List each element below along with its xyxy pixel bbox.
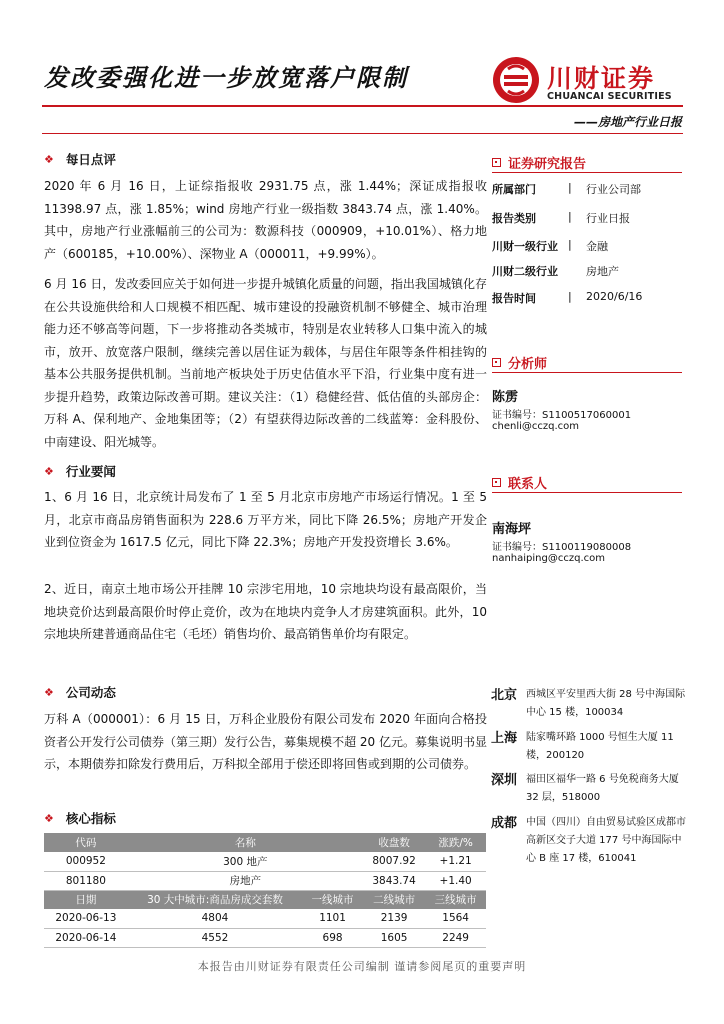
table-cell: +1.40 [425, 871, 486, 890]
section-heading: 行业要闻 [65, 464, 116, 479]
square-bullet-icon [492, 158, 501, 167]
info-key: 川财一级行业 [492, 240, 558, 253]
core-indicators-table [44, 833, 486, 948]
industry-news-paragraph-2: 2、近日，南京土地市场公开挂牌 10 宗涉宅用地，10 宗地块均设有最高限价，当地块竞价达到最高限价时停止竞价，改为在地块内竞争人才房建筑面积。此外，10 宗地块所建普通商品住宅（毛坯）销售均价、最高销售单价均有限定。 [44, 582, 487, 641]
contact-email[interactable]: nanhaiping@cczq.com [492, 553, 605, 564]
industry-news-paragraph-1: 1、6 月 16 日，北京统计局发布了 1 至 5 月北京市房地产市场运行情况。1 至 5 月，北京市商品房销售面积为 228.6 万平方米，同比下降 26.5%；房地产开发企业到位资金为 1617.5 亿元，同比下降 22.3%；房地产开发投资增长 3.6%。 [44, 490, 487, 549]
info-value: 行业公司部 [586, 183, 641, 196]
info-key: 报告时间 [492, 292, 536, 305]
section-heading: 每日点评 [65, 152, 116, 167]
info-value: 行业日报 [586, 212, 630, 225]
table-header-cell: 一线城市 [302, 890, 363, 909]
info-value: 金融 [586, 240, 608, 253]
table-row [44, 852, 486, 871]
info-row-department [492, 181, 641, 197]
section-company-news [44, 683, 116, 701]
diamond-bullet-icon: ❖ [44, 152, 54, 166]
diamond-bullet-icon: ❖ [44, 464, 54, 478]
info-row-industry-1 [492, 238, 608, 254]
analyst-rule [492, 372, 682, 373]
table-cell: 300 地产 [128, 852, 363, 871]
office-address-chengdu: 中国（四川）自由贸易试验区成都市高新区交子大道 177 号中海国际中心 B 座 17 楼，610041 [526, 817, 686, 864]
table-cell: +1.21 [425, 852, 486, 871]
logo-name-cn: 川财证券 [547, 64, 656, 93]
table-cell: 2020-06-14 [44, 928, 128, 947]
info-row-category [492, 210, 630, 226]
contact-rule [492, 492, 682, 493]
table-header-cell: 三线城市 [425, 890, 486, 909]
table-cell: 698 [302, 928, 363, 947]
office-address-shanghai: 陆家嘴环路 1000 号恒生大厦 11 楼，200120 [526, 732, 674, 761]
table-cell: 801180 [44, 871, 128, 890]
diamond-bullet-icon: ❖ [44, 811, 54, 825]
table-cell: 2249 [425, 928, 486, 947]
info-key: 报告类别 [492, 212, 536, 225]
table-header-row [44, 890, 486, 909]
section-heading: 公司动态 [65, 685, 116, 700]
table-cell: 000952 [44, 852, 128, 871]
info-row-date [492, 290, 642, 306]
diamond-bullet-icon: ❖ [44, 685, 54, 699]
info-value: 2020/6/16 [586, 290, 643, 303]
table-row [44, 871, 486, 890]
analyst-heading-text: 分析师 [508, 357, 548, 372]
report-info-heading-text: 证券研究报告 [508, 157, 587, 172]
report-info-rule [492, 172, 682, 173]
info-key: 所属部门 [492, 183, 536, 196]
section-industry-news [44, 462, 116, 480]
company-news-paragraph: 万科 A（000001）：6 月 15 日，万科企业股份有限公司发布 2020 年面向合格投资者公开发行公司债券（第三期）发行公告，募集规模不超 20 亿元。募集说明书显示，本期债券扣除发行费用后，万科拟全部用于偿还即将回售或到期的公司债券。 [44, 712, 487, 771]
table-header-cell: 名称 [128, 833, 363, 852]
office-address-beijing: 西城区平安里西大街 28 号中海国际中心 15 楼，100034 [526, 689, 686, 718]
square-bullet-icon [492, 478, 501, 487]
analyst-cert: 证书编号：S1100517060001 [492, 410, 632, 421]
info-row-industry-2 [492, 263, 619, 279]
header-rule [42, 105, 683, 107]
table-cell: 1101 [302, 909, 363, 928]
table-cell: 3843.74 [363, 871, 425, 890]
section-core-indicators [44, 809, 116, 827]
contact-cert: 证书编号：S1100119080008 [492, 542, 632, 553]
table-cell: 4552 [128, 928, 302, 947]
table-cell: 8007.92 [363, 852, 425, 871]
table-header-cell: 二线城市 [363, 890, 425, 909]
table-cell: 房地产 [128, 871, 363, 890]
report-info-heading [492, 153, 586, 172]
office-address-shenzhen: 福田区福华一路 6 号免税商务大厦 32 层，518000 [526, 774, 679, 803]
table-cell: 1605 [363, 928, 425, 947]
table-header-row [44, 833, 486, 852]
info-separator: | [568, 210, 572, 223]
logo-icon [491, 55, 541, 105]
info-value: 房地产 [586, 265, 619, 278]
contact-name: 南海坪 [492, 522, 532, 537]
info-separator: | [568, 238, 572, 251]
section-daily-comment [44, 150, 116, 168]
info-key: 川财二级行业 [492, 265, 558, 278]
contact-heading-text: 联系人 [508, 477, 548, 492]
info-separator: | [568, 181, 572, 194]
square-bullet-icon [492, 358, 501, 367]
analyst-heading [492, 353, 547, 372]
header-rule-bottom [42, 133, 683, 134]
table-header-cell: 涨跌/% [425, 833, 486, 852]
analyst-name: 陈雳 [492, 390, 519, 405]
table-cell: 2139 [363, 909, 425, 928]
table-header-cell: 30 大中城市:商品房成交套数 [128, 890, 302, 909]
table-cell: 4804 [128, 909, 302, 928]
page-footer: 本报告由川财证券有限责任公司编制 谨请参阅尾页的重要声明 [197, 960, 527, 973]
contact-heading [492, 473, 547, 492]
section-heading: 核心指标 [65, 811, 116, 826]
analyst-email[interactable]: chenli@cczq.com [492, 421, 580, 432]
office-city-shanghai: 上海 [491, 731, 518, 746]
logo-name-en: CHUANCAI SECURITIES [547, 91, 672, 102]
company-logo [491, 55, 691, 107]
table-row [44, 928, 486, 947]
report-subtitle: ——房地产行业日报 [573, 115, 682, 129]
info-separator: | [568, 290, 572, 303]
table-cell: 1564 [425, 909, 486, 928]
daily-comment-paragraph-1: 2020 年 6 月 16 日，上证综指报收 2931.75 点，涨 1.44%；深证成指报收 11398.97 点，涨 1.85%；wind 房地产行业一级指数 3843.74 点，涨 1.40%。其中，房地产行业涨幅前三的公司为：数源科技（000909，+10.01%）、格力地产（600185，+10.00%）、深物业 A（000011，+9.99%）。 [44, 179, 487, 261]
table-header-cell: 日期 [44, 890, 128, 909]
table-header-cell: 代码 [44, 833, 128, 852]
office-city-shenzhen: 深圳 [491, 773, 518, 788]
office-city-chengdu: 成都 [491, 816, 518, 831]
table-cell: 2020-06-13 [44, 909, 128, 928]
page-title: 发改委强化进一步放宽落户限制 [44, 63, 408, 92]
table-header-cell: 收盘数 [363, 833, 425, 852]
office-city-beijing: 北京 [491, 688, 518, 703]
table-row [44, 909, 486, 928]
daily-comment-paragraph-2: 6 月 16 日，发改委回应关于如何进一步提升城镇化质量的问题，指出我国城镇化存在公共设施供给和人口规模不相匹配、城市建设的投融资机制不够健全、城市治理能力还不够高等问题，下一步将推动各类城市，特别是农业转移人口集中流入的城市，放开、放宽落户限制，继续完善以居住证为载体，与居住年限等条件相挂钩的基本公共服务提供机制。当前地产板块处于历史估值水平下沿，行业集中度有进一步提升趋势，政策边际改善可期。建议关注：（1）稳健经营、低估值的头部房企：万科 A、保利地产、金地集团等；（2）有望获得边际改善的二线蓝筹：金科股份、中南建设、阳光城等。 [44, 277, 487, 449]
